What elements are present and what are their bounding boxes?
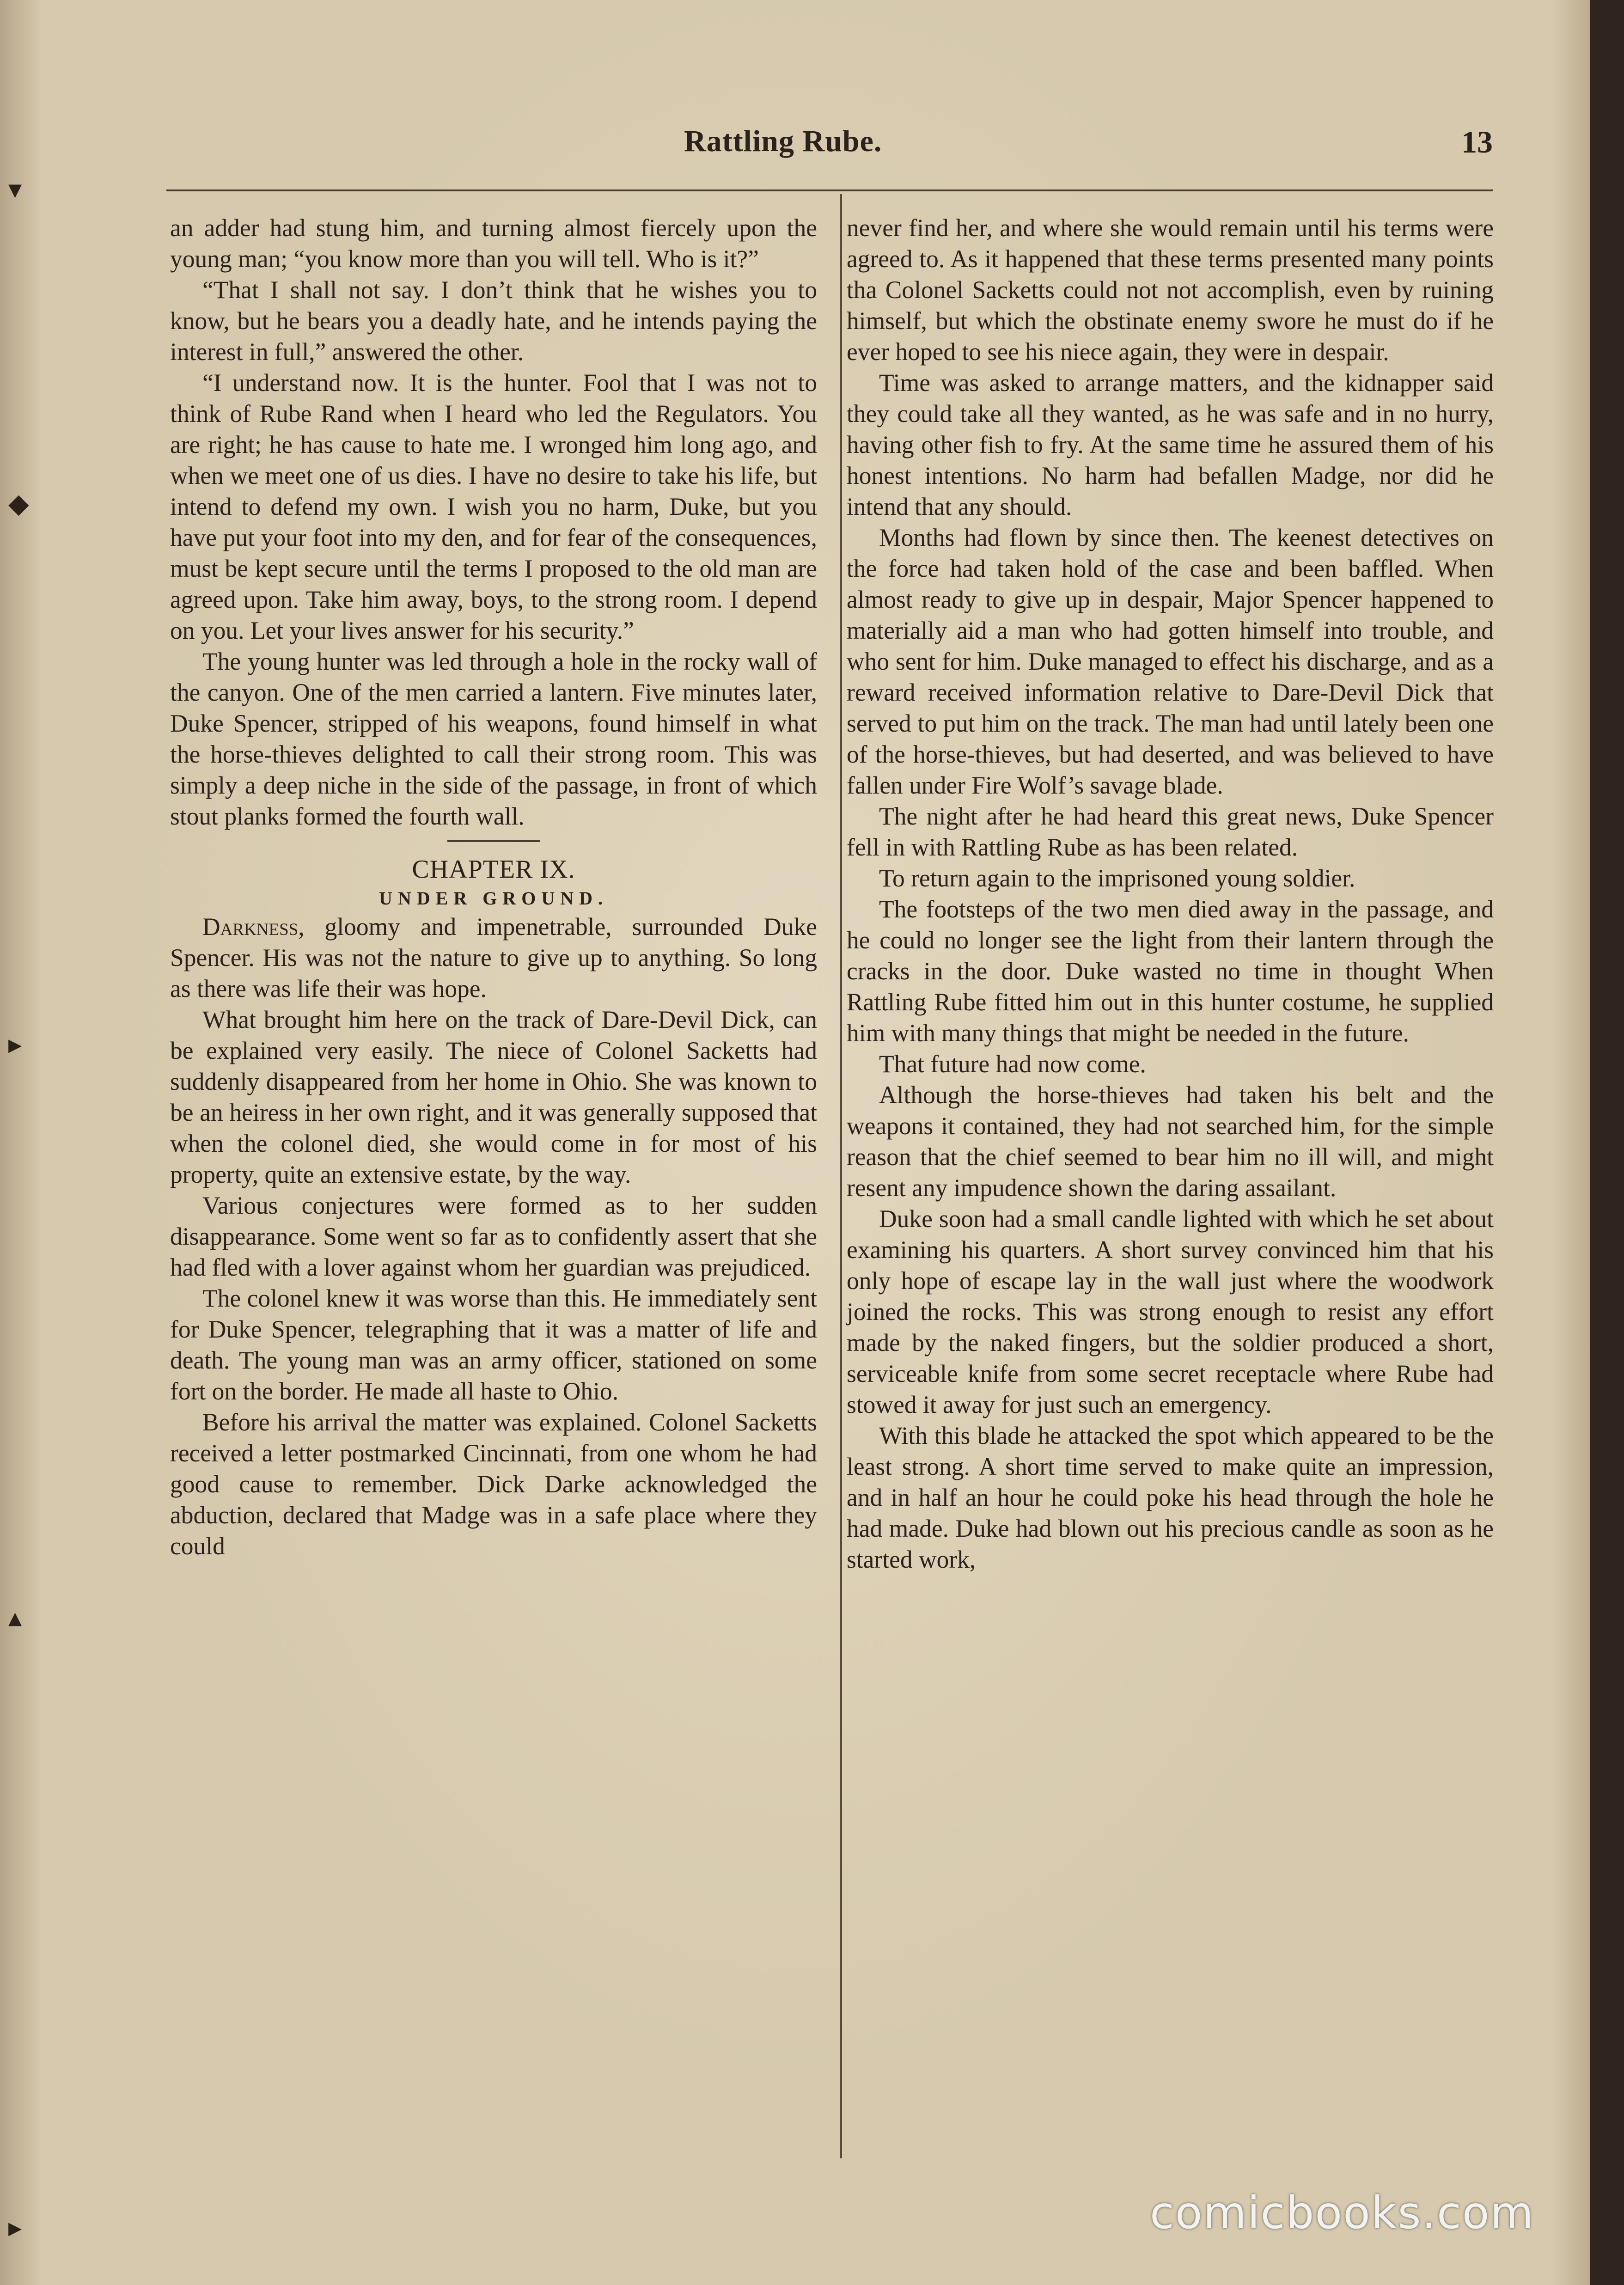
paragraph: With this blade he attacked the spot which appeared to be the least strong. A short time served to make quite an impression, and in half an hour he could poke his head through the hole he had made. Duke had blown out his precious candle as soon as he started work, xyxy=(847,1422,1494,1573)
paragraph: “I understand now. It is the hunter. Fool that I was not to think of Rube Rand when I heard who led the Regulators. You are right; he has cause to hate me. I wronged him long ago, and when we meet one of us dies. I have no desire to take his life, but intend to defend my own. I wish you no harm, Duke, but you have put your foot into my den, and for fear of the consequences, must be kept secure until the terms I proposed to the old man are agreed upon. Take him away, boys, to the strong room. I depend on you. Let your lives answer for his security.” xyxy=(170,369,817,644)
running-title: Rattling Rube. xyxy=(684,124,882,158)
paragraph: Time was asked to arrange matters, and the kidnapper said they could take all they wanted, as he was safe and in no hurry, having other fish to fry. At the same time he assured them of his honest intentions. No harm had befallen Madge, nor did he intend that any should. xyxy=(847,369,1494,520)
paragraph: The night after he had heard this great news, Duke Spencer fell in with Rattling Rube as has been related. xyxy=(847,802,1494,861)
paragraph: The young hunter was led through a hole in the rocky wall of the canyon. One of the men carried a lantern. Five minutes later, Duke Spencer, stripped of his weapons, found himself in what the horse-thieves delighted to call their strong room. This was simply a deep niche in the side of the passage, in front of which stout planks formed the fourth wall. xyxy=(170,648,817,830)
chapter-subtitle: UNDER GROUND. xyxy=(379,888,608,909)
margin-mark: ▴ xyxy=(8,1601,22,1633)
margin-mark: ▸ xyxy=(8,2212,22,2243)
paragraph xyxy=(170,911,817,1004)
header-rule xyxy=(166,189,1493,191)
paragraph: Months had flown by since then. The keenest detectives on the force had taken hold of the case and been baffled. When almost ready to give up in despair, Major Spencer happened to materially aid a man who had gotten himself into trouble, and who sent for him. Duke managed to effect his discharge, and as a reward received information relative to Dare-Devil Dick that served to put him on the track. The man had until lately been one of the horse-thieves, but had deserted, and was believed to have fallen under Fire Wolf’s savage blade. xyxy=(847,524,1494,799)
paragraph: Before his arrival the matter was explained. Colonel Sacketts received a letter postmarked Cincinnati, from one whom he had good cause to remember. Dick Darke acknowledged the abduction, declared that Madge was in a safe place where they could xyxy=(170,1408,817,1560)
paragraph: an adder had stung him, and turning almost fiercely upon the young man; “you know more than you will tell. Who is it?” xyxy=(170,214,817,273)
paragraph: The colonel knew it was worse than this. He immediately sent for Duke Spencer, telegraphing that it was a matter of life and death. The young man was an army officer, stationed on some fort on the border. He made all haste to Ohio. xyxy=(170,1284,817,1405)
chapter-title: CHAPTER IX. xyxy=(412,855,575,884)
chapter-rule xyxy=(447,840,540,842)
paragraph: The footsteps of the two men died away in the passage, and he could no longer see the light from their lantern through the cracks in the door. Duke wasted no time in thought When Rattling Rube fitted him out in this hunter costume, he supplied him with many things that might be needed in the future. xyxy=(847,895,1494,1047)
page-number: 13 xyxy=(1461,124,1493,159)
paragraph: That future had now come. xyxy=(879,1050,1146,1078)
paragraph: “That I shall not say. I don’t think that he wishes you to know, but he bears you a deadly hate, and he intends paying the interest in full,” answered the other. xyxy=(170,276,817,366)
column-divider xyxy=(840,194,842,2158)
paragraph: What brought him here on the track of Dare-Devil Dick, can be explained very easily. The niece of Colonel Sacketts had suddenly disappeared from her home in Ohio. She was known to be an heiress in her own right, and it was generally supposed that when the colonel died, she would come in for most of his property, quite an extensive estate, by the way. xyxy=(170,1006,817,1188)
margin-mark: ◆ xyxy=(8,488,29,519)
left-column xyxy=(170,213,817,1562)
watermark: comicbooks.com xyxy=(1149,2187,1534,2239)
paragraph: Duke soon had a small candle lighted with which he set about examining his quarters. A short survey convinced him that his only hope of escape lay in the wall just where the woodwork joined the rocks. This was strong enough to resist any effort made by the naked fingers, but the soldier produced a short, serviceable knife from some secret receptacle where Rube had stowed it away for just such an emergency. xyxy=(847,1205,1494,1418)
running-header xyxy=(166,124,1493,165)
paragraph: never find her, and where she would remain until his terms were agreed to. As it happened that these terms presented many points tha Colonel Sacketts could not not accomplish, even by ruining himself, but which the obstinate enemy swore he must do if he ever hoped to see his niece again, they were in despair. xyxy=(847,214,1494,366)
right-column xyxy=(847,213,1494,1575)
paragraph-text: gloomy and impenetrable, surrounded Duke Spencer. His was not the nature to give up to anything. So long as there was life their was hope. xyxy=(170,913,817,1002)
drop-word: Darkness, xyxy=(202,913,305,941)
margin-mark: ▾ xyxy=(8,173,22,205)
paragraph: To return again to the imprisoned young soldier. xyxy=(879,864,1355,892)
margin-mark: ▸ xyxy=(8,1028,22,1060)
paragraph: Although the horse-thieves had taken his belt and the weapons it contained, they had not searched him, for the simple reason that the chief seemed to bear him no ill will, and might resent any impudence shown the daring assailant. xyxy=(847,1081,1494,1202)
paragraph: Various conjectures were formed as to her sudden disappearance. Some went so far as to confidently assert that she had fled with a lover against whom her guardian was prejudiced. xyxy=(170,1191,817,1281)
scan-edge xyxy=(1590,0,1624,2285)
